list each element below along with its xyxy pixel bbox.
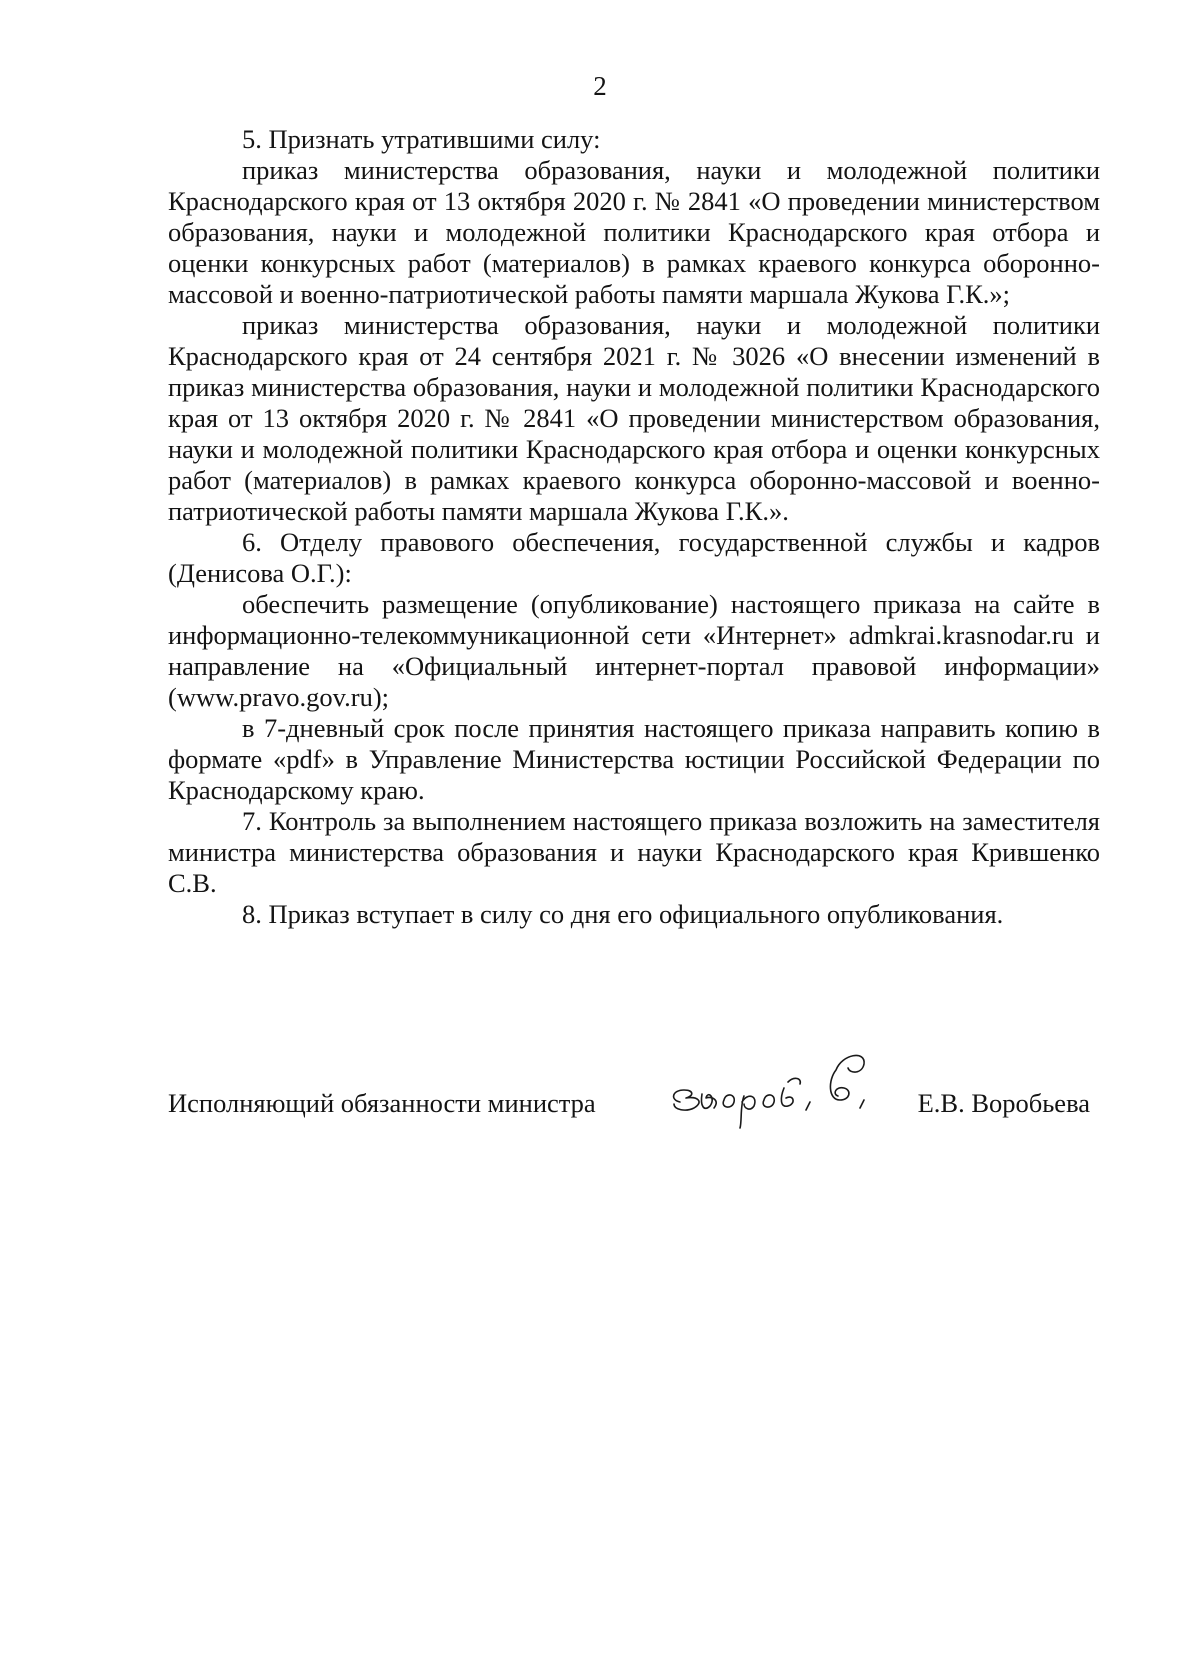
paragraph-item-7: 7. Контроль за выполнением настоящего приказа возложить на заместителя министра министерства образования и науки Краснодарского края Крившенко С.В. — [168, 806, 1100, 898]
paragraph-item-5: 5. Признать утратившими силу: — [242, 124, 601, 154]
paragraph-publication: обеспечить размещение (опубликование) настоящего приказа на сайте в информационно-телекоммуникационной сети «Интернет» admkrai.krasnodar.ru и направление на «Официальный интернет-портал правовой информации» (www.pravo.gov.ru); — [168, 589, 1100, 712]
page-number: 2 — [593, 71, 607, 101]
handwritten-signature — [660, 1050, 910, 1130]
signer-title: Исполняющий обязанности министра — [168, 1088, 596, 1118]
paragraph-copy-to-justice: в 7-дневный срок после принятия настоящего приказа направить копию в формате «pdf» в Управление Министерства юстиции Российской Федерации по Краснодарскому краю. — [168, 713, 1100, 805]
paragraph-item-6: 6. Отделу правового обеспечения, государственной службы и кадров (Денисова О.Г.): — [168, 527, 1100, 588]
paragraph-item-8: 8. Приказ вступает в силу со дня его официального опубликования. — [242, 899, 1004, 929]
signer-name: Е.В. Воробьева — [917, 1088, 1090, 1118]
signature-block — [168, 1050, 1100, 1130]
paragraph-revoked-order-2841: приказ министерства образования, науки и молодежной политики Краснодарского края от 13 октября 2020 г. № 2841 «О проведении министерством образования, науки и молодежной политики Краснодарского края отбора и оценки конкурсных работ (материалов) в рамках краевого конкурса оборонно-массовой и военно-патриотической работы памяти маршала Жукова Г.К.»; — [168, 155, 1100, 309]
paragraph-revoked-order-3026: приказ министерства образования, науки и молодежной политики Краснодарского края от 24 сентября 2021 г. № 3026 «О внесении изменений в приказ министерства образования, науки и молодежной политики Краснодарского края от 13 октября 2020 г. № 2841 «О проведении министерством образования, науки и молодежной политики Краснодарского края отбора и оценки конкурсных работ (материалов) в рамках краевого конкурса оборонно-массовой и военно-патриотической работы памяти маршала Жукова Г.К.». — [168, 310, 1100, 526]
document-body — [168, 124, 1100, 930]
